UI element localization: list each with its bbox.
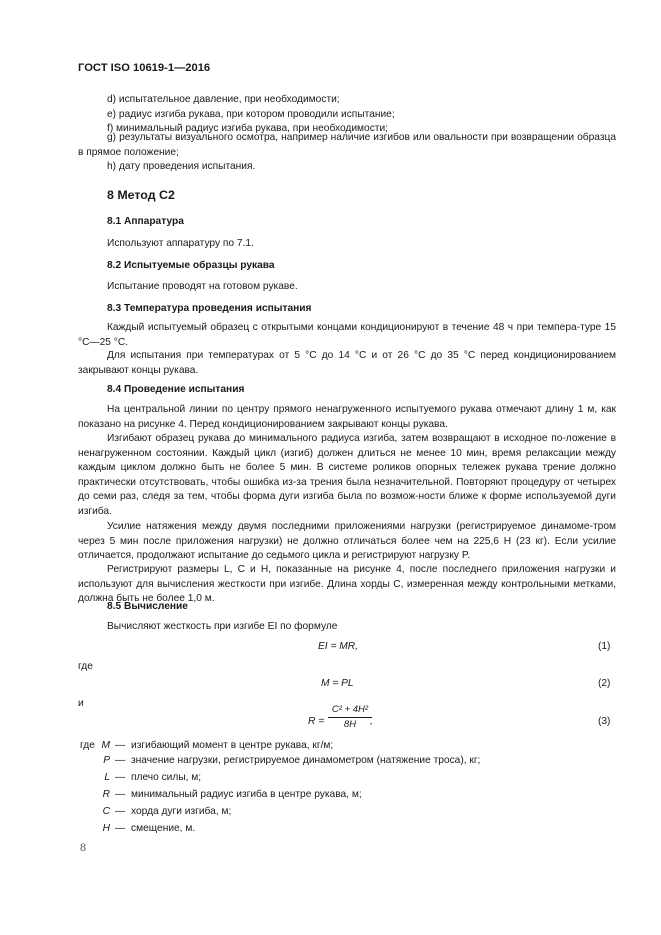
paragraph-8-3-1 [78, 321, 616, 350]
and-label: и [78, 698, 84, 709]
definition-text: плечо силы, м; [131, 772, 202, 783]
paragraph-8-4-3 [78, 520, 616, 564]
section-heading-8: 8 Метод С2 [107, 188, 175, 202]
definition-dash: — [115, 772, 126, 783]
equation-2-number: (2) [598, 678, 611, 689]
definition-dash: — [115, 789, 126, 800]
equation-3-numerator: C² + 4H² [328, 704, 372, 718]
document-header: ГОСТ ISO 10619-1—2016 [78, 62, 211, 74]
definition-text: изгибающий момент в центре рукава, кг/м; [131, 740, 334, 751]
definition-symbol: P [103, 755, 110, 766]
where-label-1: где [78, 661, 93, 672]
list-item-g-text: g) результаты визуального осмотра, например наличие изгибов или овальности при возвращении образца в прямое положение; [78, 132, 616, 158]
definition-symbol: M [101, 740, 110, 751]
section-heading-8-2: 8.2 Испытуемые образцы рукава [107, 260, 275, 271]
definition-text: значение нагрузки, регистрируемое динамометром (натяжение троса), кг; [131, 755, 481, 766]
paragraph-8-3-2-text: Для испытания при температурах от 5 °С до 14 °С и от 26 °С до 35 °С перед кондиционированием закрывают концы рукава. [78, 350, 616, 376]
section-heading-8-3: 8.3 Температура проведения испытания [107, 303, 312, 314]
paragraph-8-3-1-text: Каждый испытуемый образец с открытыми концами кондиционируют в течение 48 ч при темпера-туре 15 °С—25 °С. [78, 322, 616, 348]
list-item-g [78, 131, 616, 160]
equation-3-comma: , [370, 716, 373, 727]
page-number: 8 [80, 840, 86, 854]
equation-1: EI = MR, [318, 641, 358, 652]
definition-text: смещение, м. [131, 823, 196, 834]
equation-3-lhs: R = [308, 716, 325, 727]
paragraph-8-2: Испытание проводят на готовом рукаве. [107, 281, 298, 292]
equation-1-number: (1) [598, 641, 611, 652]
definition-symbol: L [104, 772, 110, 783]
paragraph-8-4-2-text: Изгибают образец рукава до минимального радиуса изгиба, затем возвращают в исходное по-ложение в ненагруженном состоянии. Каждый цикл (изгиб) должен длиться не менее 10 мин, время релаксации между каждым циклом должно быть не более 5 мин. В системе роликов опорных тележек рукава трение должно практически отсутствовать, чтобы ошибка из-за трения была незначительной. Повторяют процедуру от четырех до семи раз, следя за тем, чтобы форма дуги изгиба была по возмож-ности ближе к форме используемой дуги изгиба. [78, 433, 616, 517]
paragraph-8-4-1 [78, 403, 616, 432]
definition-symbol: H [102, 823, 110, 834]
definition-text: хорда дуги изгиба, м; [131, 806, 232, 817]
paragraph-8-4-2 [78, 432, 616, 519]
paragraph-8-3-2 [78, 349, 616, 378]
definition-dash: — [115, 740, 126, 751]
section-heading-8-1: 8.1 Аппаратура [107, 216, 184, 227]
equation-3-fraction [328, 704, 372, 731]
equation-3-denominator: 8H [343, 719, 357, 730]
section-heading-8-5: 8.5 Вычисление [107, 601, 188, 612]
paragraph-8-5-intro: Вычисляют жесткость при изгибе EI по формуле [107, 621, 338, 632]
definition-symbol: C [102, 806, 110, 817]
definition-dash: — [115, 806, 126, 817]
list-item-h: h) дату проведения испытания. [107, 161, 256, 172]
definition-dash: — [115, 755, 126, 766]
list-item-f: f) минимальный радиус изгиба рукава, при необходимости; [107, 123, 388, 134]
definition-symbol: R [102, 789, 110, 800]
paragraph-8-1: Используют аппаратуру по 7.1. [107, 238, 254, 249]
paragraph-8-4-1-text: На центральной линии по центру прямого ненагруженного испытуемого рукава отмечают длину 1 м, как показано на рисунке 4. Перед кондиционированием закрывают концы рукава. [78, 404, 616, 430]
section-heading-8-4: 8.4 Проведение испытания [107, 384, 245, 395]
definition-text: минимальный радиус изгиба в центре рукава, м; [131, 789, 362, 800]
equation-2: M = PL [321, 678, 354, 689]
paragraph-8-4-3-text: Усилие натяжения между двумя последними приложениями нагрузки (регистрируемое динамоме-тром через 5 мин после приложения нагрузки) не должно отличаться более чем на 225,6 Н (23 кг). Если усилие отличается, продолжают испытание до седьмого цикла и регистрируют нагрузку P. [78, 521, 616, 561]
paragraph-8-4-4-text: Регистрируют размеры L, C и H, показанные на рисунке 4, после последнего приложения нагрузки и используют для вычисления жесткости при изгибе. Длина хорды C, измеренная между контрольными метками, должна быть не более 1,0 м. [78, 564, 616, 604]
list-item-e: e) радиус изгиба рукава, при котором проводили испытание; [107, 108, 395, 120]
definitions-where-label: где [80, 740, 95, 751]
equation-3-number: (3) [598, 716, 611, 727]
list-item-d: d) испытательное давление, при необходимости; [107, 94, 340, 105]
definition-dash: — [115, 823, 126, 834]
